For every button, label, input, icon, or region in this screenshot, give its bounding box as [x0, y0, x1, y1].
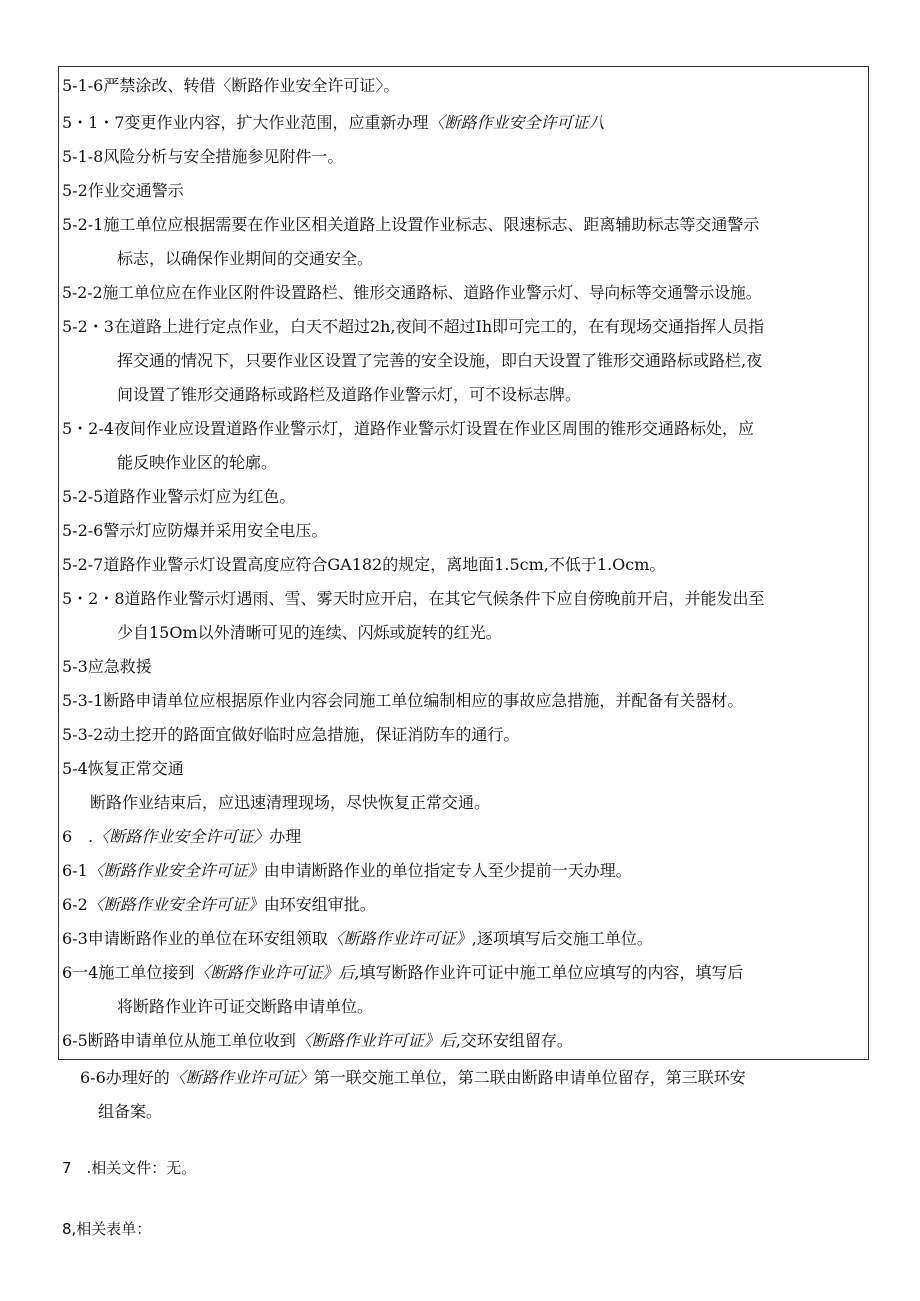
text-segment: 间设置了锥形交通路标或路栏及道路作业警示灯，可不设标志牌。: [117, 385, 582, 404]
text-line: [117, 385, 581, 405]
text-segment: 7 .相关文件：无。: [62, 1159, 197, 1177]
text-segment: 5-3应急救援: [62, 657, 152, 676]
text-segment: 6 .: [62, 827, 94, 846]
text-segment: 第一联交施工单位，第二联由断路申请单位留存，第三联环安: [313, 1068, 746, 1087]
text-segment: ,填写断路作业许可证中施工单位应填写的内容，填写后: [354, 963, 744, 982]
text-segment: 5-3-2动土挖开的路面宜做好临时应急措施，保证消防车的通行。: [62, 725, 520, 744]
text-segment: 6-2: [62, 895, 88, 914]
text-line: [117, 249, 373, 269]
text-line: [117, 351, 762, 371]
text-line: [62, 589, 765, 609]
text-segment: 〈断路作业许可证》后: [194, 963, 355, 982]
text-segment: 〈断路作业安全许可证》: [87, 895, 264, 914]
text-line: [62, 555, 665, 575]
text-line: [117, 453, 277, 473]
text-line: [117, 997, 373, 1017]
text-line: [62, 419, 754, 439]
text-segment: 6-3申请断路作业的单位在环安组领取: [62, 929, 328, 948]
section-heading: [62, 1219, 151, 1239]
section-heading: [62, 1158, 196, 1178]
text-line: [80, 1068, 746, 1088]
text-segment: 5-2-5道路作业警示灯应为红色。: [62, 487, 296, 506]
text-line: [62, 76, 399, 96]
text-segment: 5・2・8道路作业警示灯遇雨、雪、雾天时应开启，在其它气候条件下应自傍晚前开启，并能发出至: [62, 589, 765, 608]
text-line: [62, 215, 759, 235]
text-line: [62, 487, 295, 507]
text-segment: ,逐项填写后交施工单位。: [471, 929, 653, 948]
text-segment: 5-2-2施工单位应在作业区附件设置路栏、锥形交通路标、道路作业警示灯、导向标等交通警示设施。: [62, 283, 762, 302]
text-segment: 由申请断路作业的单位指定专人至少提前一天办理。: [263, 861, 632, 880]
text-segment: 5-2作业交通警示: [62, 181, 184, 200]
text-segment: 5-1-8风险分析与安全措施参见附件一。: [62, 147, 344, 166]
text-line: [62, 147, 343, 167]
text-line: [62, 963, 743, 983]
section-heading: [62, 759, 184, 779]
text-segment: 组备案。: [98, 1102, 163, 1121]
text-segment: 5-4恢复正常交通: [62, 759, 184, 778]
text-segment: 挥交通的情况下，只要作业区设置了完善的安全设施，即白天设置了锥形交通路标或路栏,夜: [117, 351, 763, 370]
text-segment: 断路作业结束后，应迅速清理现场，尽快恢复正常交通。: [90, 793, 491, 812]
text-segment: 〈断路作业安全许可证八: [428, 113, 605, 132]
text-segment: 5-2-1施工单位应根据需要在作业区相关道路上设置作业标志、限速标志、距离辅助标志等交通警示: [62, 215, 760, 234]
text-line: [62, 521, 327, 541]
text-line: [62, 725, 519, 745]
text-segment: 少自15Om以外清晰可见的连续、闪烁或旋转的红光。: [117, 623, 502, 642]
text-segment: 5-2-6警示灯应防爆并采用安全电压。: [62, 521, 328, 540]
text-line: [62, 895, 376, 915]
text-segment: 5-3-1断路申请单位应根据原作业内容会同施工单位编制相应的事故应急措施，并配备有关器材。: [62, 691, 744, 710]
text-line: [62, 317, 764, 337]
text-segment: 6-5断路申请单位从施工单位收到: [62, 1031, 296, 1050]
text-line: [62, 929, 653, 949]
text-segment: 6一4施工单位接到: [62, 963, 195, 982]
text-line: [62, 861, 632, 881]
text-segment: 〈断路作业许可证〉: [169, 1068, 314, 1087]
text-segment: 6-6办理好的: [80, 1068, 170, 1087]
section-heading: [62, 657, 152, 677]
text-line: [98, 1102, 162, 1122]
text-segment: 5・2-4夜间作业应设置道路作业警示灯，道路作业警示灯设置在作业区周围的锥形交通路标处，应: [62, 419, 754, 438]
text-line: [62, 283, 761, 303]
text-line: [62, 691, 743, 711]
text-segment: 5-2-7道路作业警示灯设置高度应符合GA182的规定，离地面1.5cm,不低于1.Ocm。: [62, 555, 666, 574]
text-line: [117, 623, 502, 643]
text-segment: 8,相关表单：: [62, 1220, 152, 1238]
text-line: [62, 113, 605, 133]
text-segment: ,交环安组留存。: [455, 1031, 573, 1050]
text-line: [62, 1031, 573, 1051]
text-segment: 5・1・7变更作业内容，扩大作业范围，应重新办理: [62, 113, 429, 132]
text-segment: 5-2・3在道路上进行定点作业，白天不超过2h,夜间不超过Ih即可完工的，在有现场交通指挥人员指: [62, 317, 765, 336]
text-segment: 〈断路作业安全许可证》: [87, 861, 264, 880]
text-segment: 〈断路作业许可证》: [327, 929, 472, 948]
text-segment: 能反映作业区的轮廓。: [117, 453, 278, 472]
text-line: [90, 793, 490, 813]
text-segment: 将断路作业许可证交断路申请单位。: [117, 997, 374, 1016]
text-segment: 办理: [269, 827, 302, 846]
text-segment: 6-1: [62, 861, 88, 880]
text-segment: 标志，以确保作业期间的交通安全。: [117, 249, 374, 268]
section-heading: [62, 827, 301, 847]
text-segment: 由环安组审批。: [263, 895, 376, 914]
text-segment: 5-1-6严禁涂改、转借〈断路作业安全许可证〉。: [62, 76, 400, 95]
text-segment: 〈断路作业许可证》后: [295, 1031, 456, 1050]
text-segment: 〈断路作业安全许可证〉: [93, 827, 270, 846]
section-heading: [62, 181, 184, 201]
